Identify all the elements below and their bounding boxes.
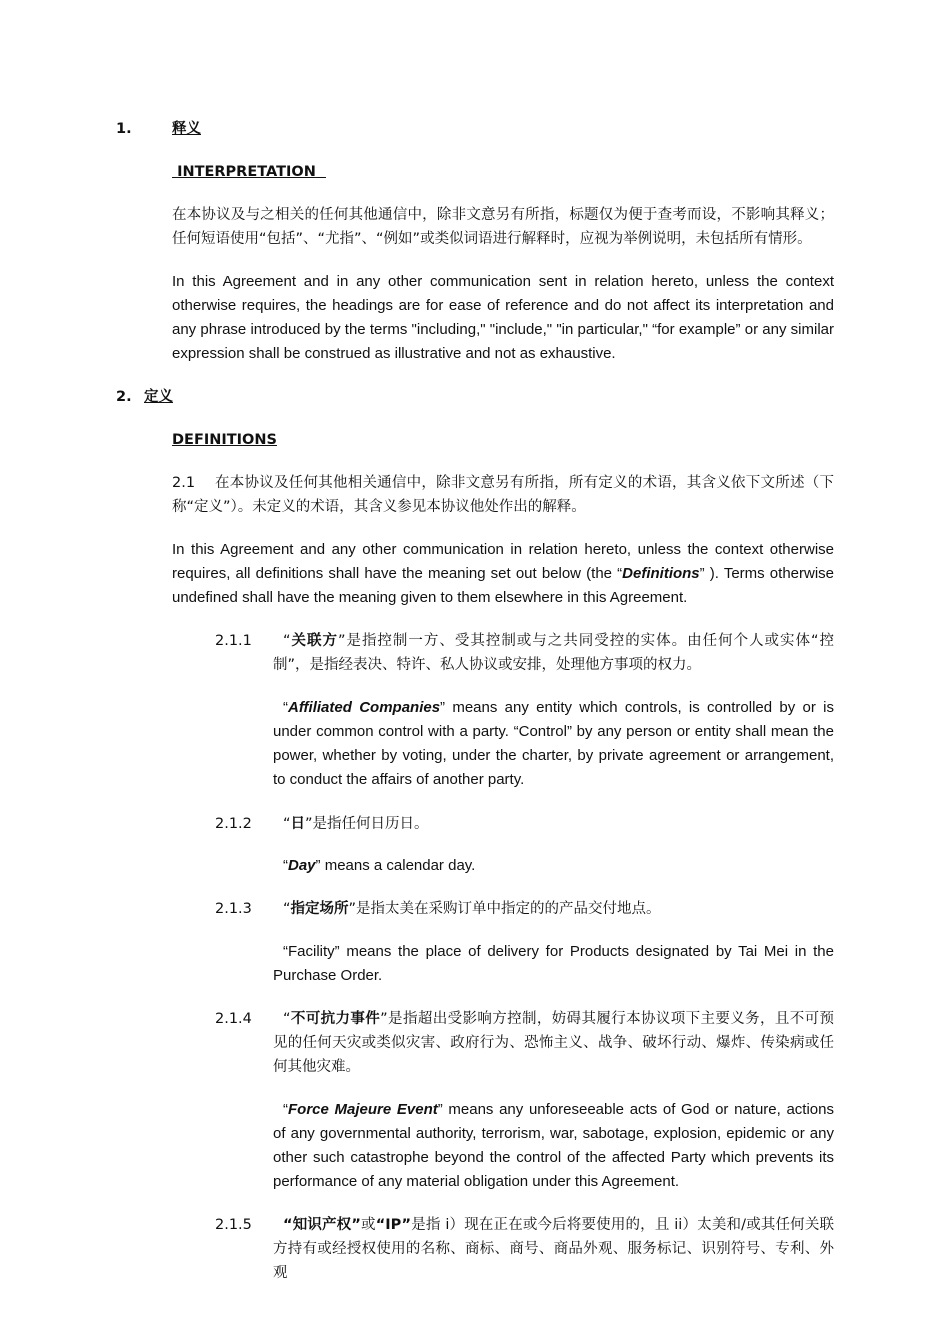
section-title-en: DEFINITIONS [172, 432, 277, 448]
clause-paragraph-cn: 在本协议及任何其他相关通信中，除非文意另有所指，所有定义的术语，其含义依下文所述（下称“定义”）。未定义的术语，其含义参见本协议他处作出的解释。 [172, 475, 834, 515]
defined-term: 不可抗力事件 [290, 1011, 381, 1027]
definition-cn: “不可抗力事件”是指超出受影响方控制，妨碍其履行本协议项下主要义务，且不可预见的任何天灾或类似灾害、政府行为、恐怖主义、战争、破坏行动、爆炸、传染病或任何其他灾难。 [273, 1011, 835, 1075]
definition-en: “Facility” means the place of delivery for Products designated by Tai Mei in the Purchase Order. [273, 943, 834, 984]
clause-paragraph-en: In this Agreement and any other communication in relation hereto, unless the context otherwise requires, all definitions shall have the meaning set out below (the “Definitions” ). Terms otherwise undefined shall have the meaning given to them elsewhere in this Agreement. [172, 541, 835, 606]
definition-cn: “知识产权”或“IP”是指 i）现在正在或今后将要使用的，且 ii）太美和/或其任何关联方持有或经授权使用的名称、商标、商号、商品外观、服务标记、识别符号、专利、外观 [273, 1217, 835, 1281]
definition-number: 2.1.2 [215, 816, 252, 832]
definition-number: 2.1.5 [215, 1217, 252, 1233]
defined-term: 日 [290, 816, 306, 832]
definition-number: 2.1.1 [215, 633, 252, 649]
definition-en: “Affiliated Companies” means any entity which controls, is controlled by or is under common control with a party. “Control” by any person or entity shall mean the power, whether by voting, under the charter, by private agreement or arrangement, to conduct the affairs of another party. [273, 699, 834, 788]
interpretation-paragraph-en: In this Agreement and in any other communication sent in relation hereto, unless the context otherwise requires, the headings are for ease of reference and do not affect its interpretation and any phrase introduced by the terms "including," "include," "in particular," “for example” or any similar expression shall be construed as illustrative and not as exhaustive. [172, 273, 834, 362]
section-number: 2. [116, 389, 132, 405]
section-number: 1. [116, 121, 132, 137]
defined-term: “知识产权” [283, 1217, 361, 1233]
defined-term: Definitions [622, 565, 700, 582]
definition-number: 2.1.3 [215, 901, 252, 917]
defined-term: “IP” [375, 1217, 412, 1233]
defined-term: 指定场所 [290, 901, 349, 917]
section-title-en: INTERPRETATION [177, 164, 316, 180]
definition-en: “Day” means a calendar day. [283, 857, 476, 874]
defined-term: Affiliated Companies [288, 699, 441, 716]
definition-cn: “日”是指任何日历日。 [283, 816, 429, 832]
defined-term: Day [288, 857, 316, 874]
section-title-cn: 定义 [144, 389, 173, 405]
interpretation-paragraph-cn: 在本协议及与之相关的任何其他通信中，除非文意另有所指，标题仅为便于查考而设，不影响其释义；任何短语使用“包括”、“尤指”、“例如”或类似词语进行解释时，应视为举例说明，未包括所有情形。 [172, 207, 834, 247]
defined-term: Force Majeure Event [288, 1101, 438, 1118]
defined-term: 关联方 [290, 633, 338, 649]
definition-cn: “关联方”是指控制一方、受其控制或与之共同受控的实体。由任何个人或实体“控制”，是指经表决、特许、私人协议或安排，处理他方事项的权力。 [273, 633, 835, 673]
clause-number: 2.1 [172, 475, 196, 491]
definition-en: “Force Majeure Event” means any unforeseeable acts of God or nature, actions of any governmental authority, terrorism, war, sabotage, explosion, epidemic or any other such catastrophe beyond the control of the affected Party which prevents its performance of any material obligation under this Agreement. [273, 1101, 834, 1190]
definition-number: 2.1.4 [215, 1011, 252, 1027]
section-title-cn: 释义 [172, 121, 201, 137]
definition-cn: “指定场所”是指太美在采购订单中指定的的产品交付地点。 [283, 901, 661, 917]
